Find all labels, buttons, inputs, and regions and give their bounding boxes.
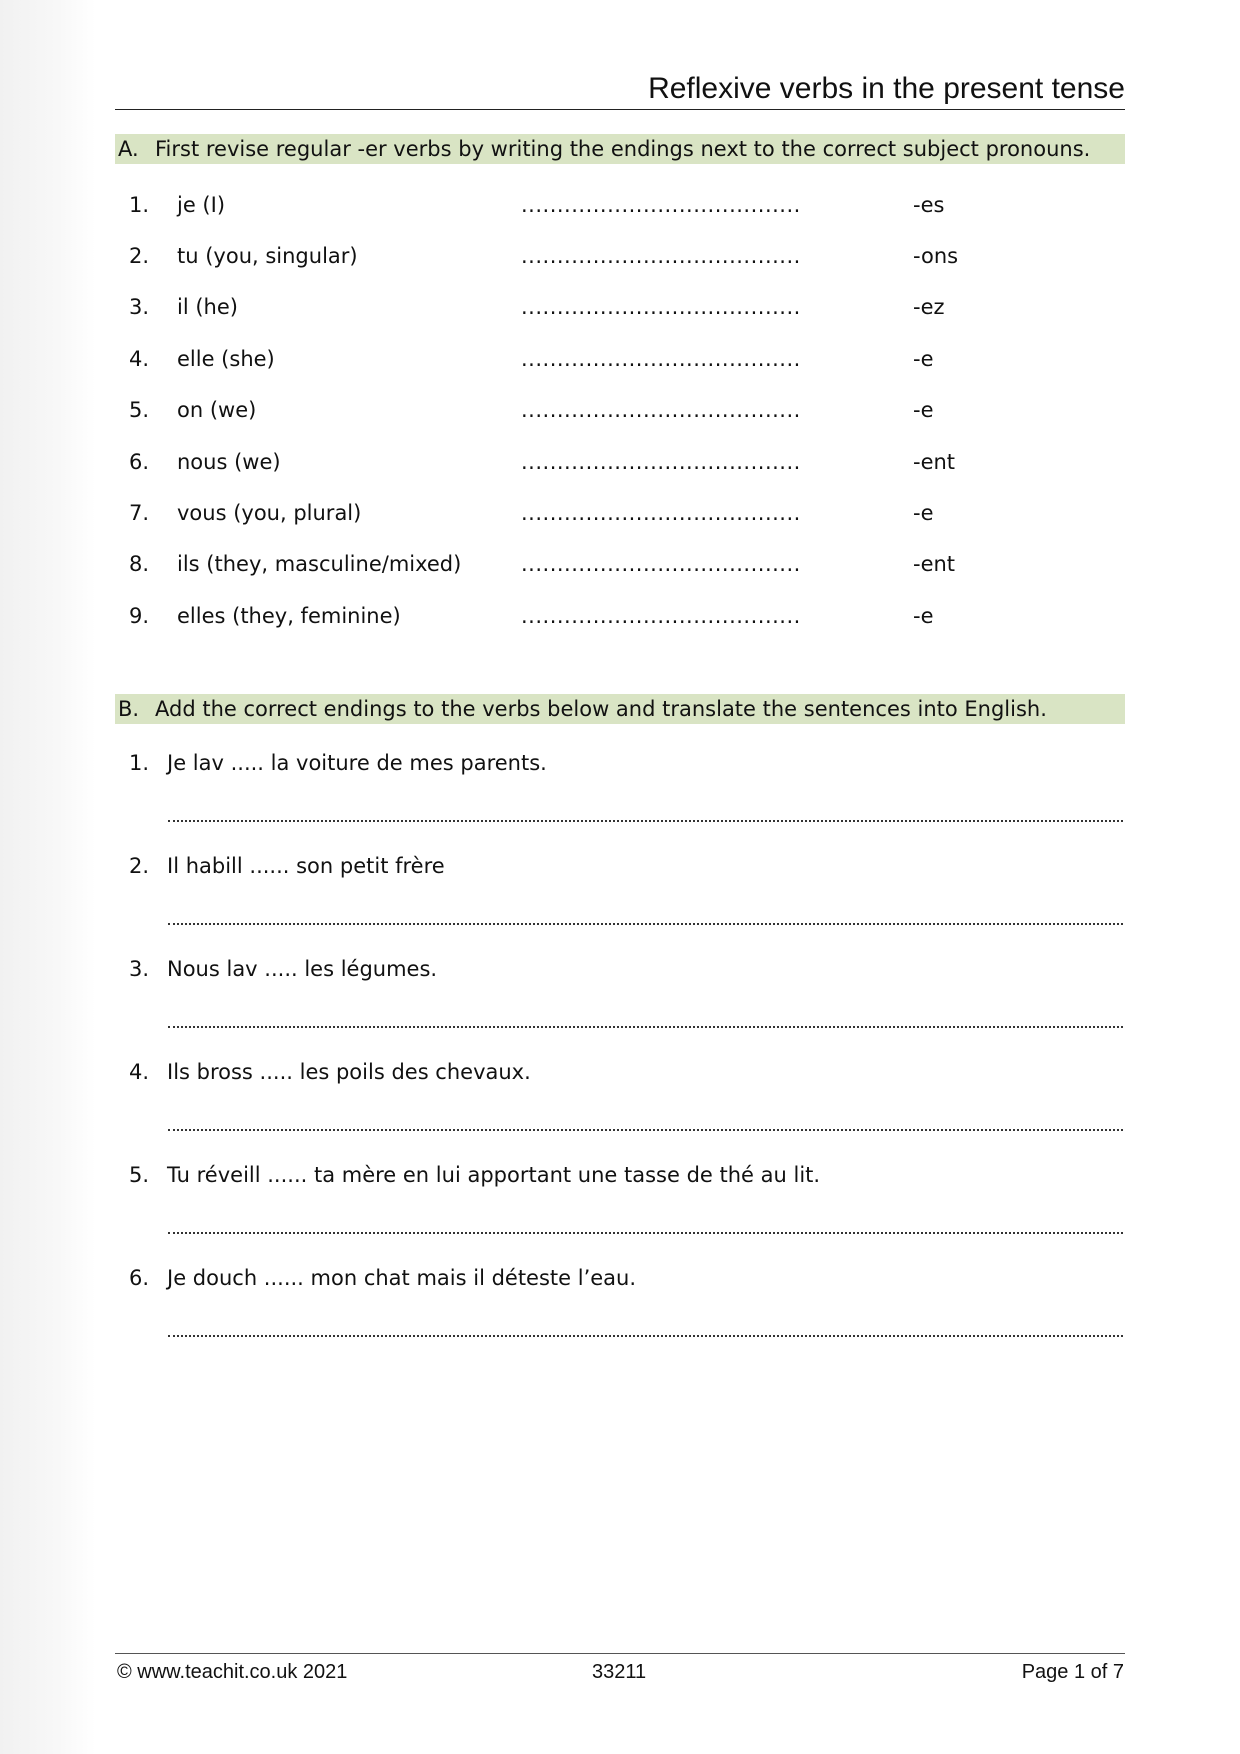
translation-answer-line[interactable] [168, 1232, 1123, 1234]
pronoun-row [0, 292, 1240, 322]
verb-ending: -ons [913, 244, 959, 268]
answer-blank[interactable]: ....................................... [521, 244, 801, 268]
item-number: 1. [129, 193, 150, 217]
item-number: 8. [129, 552, 150, 576]
sentence-row [0, 1160, 1240, 1190]
item-number: 5. [129, 398, 150, 422]
answer-blank[interactable]: ....................................... [521, 193, 801, 217]
section-a-letter: A. [118, 137, 139, 161]
subject-pronoun: ils (they, masculine/mixed) [177, 552, 462, 576]
translation-answer-line[interactable] [168, 1129, 1123, 1131]
verb-ending: -e [913, 347, 934, 371]
answer-blank[interactable]: ....................................... [521, 552, 801, 576]
item-number: 7. [129, 501, 150, 525]
answer-blank[interactable]: ....................................... [521, 604, 801, 628]
answer-blank[interactable]: ....................................... [521, 501, 801, 525]
french-sentence: Ils bross ..... les poils des chevaux. [167, 1060, 531, 1084]
answer-blank[interactable]: ....................................... [521, 450, 801, 474]
answer-blank[interactable]: ....................................... [521, 295, 801, 319]
item-number: 4. [129, 1060, 150, 1084]
pronoun-row [0, 601, 1240, 631]
item-number: 5. [129, 1163, 150, 1187]
subject-pronoun: elles (they, feminine) [177, 604, 401, 628]
item-number: 6. [129, 1266, 150, 1290]
footer-copyright: © www.teachit.co.uk 2021 [117, 1661, 348, 1683]
verb-ending: -ent [913, 450, 956, 474]
section-a-heading [115, 134, 1125, 164]
subject-pronoun: tu (you, singular) [177, 244, 358, 268]
verb-ending: -ent [913, 552, 956, 576]
item-number: 6. [129, 450, 150, 474]
subject-pronoun: je (I) [177, 193, 226, 217]
pronoun-row [0, 447, 1240, 477]
sentence-row [0, 954, 1240, 984]
header-divider [115, 109, 1125, 110]
pronoun-row [0, 549, 1240, 579]
answer-blank[interactable]: ....................................... [521, 347, 801, 371]
sentence-row [0, 851, 1240, 881]
footer-page-number: Page 1 of 7 [1021, 1661, 1124, 1683]
footer-resource-code: 33211 [592, 1661, 647, 1683]
item-number: 4. [129, 347, 150, 371]
verb-ending: -e [913, 501, 934, 525]
translation-answer-line[interactable] [168, 1335, 1123, 1337]
french-sentence: Je lav ..... la voiture de mes parents. [167, 751, 547, 775]
sentence-row [0, 748, 1240, 778]
french-sentence: Nous lav ..... les légumes. [167, 957, 438, 981]
item-number: 3. [129, 295, 150, 319]
section-a-instruction: First revise regular -er verbs by writing the endings next to the correct subject pronouns. [155, 137, 1091, 161]
verb-ending: -es [913, 193, 945, 217]
translation-answer-line[interactable] [168, 923, 1123, 925]
verb-ending: -ez [913, 295, 945, 319]
item-number: 1. [129, 751, 150, 775]
section-b-letter: B. [118, 697, 140, 721]
item-number: 3. [129, 957, 150, 981]
translation-answer-line[interactable] [168, 1026, 1123, 1028]
pronoun-row [0, 190, 1240, 220]
page-title: Reflexive verbs in the present tense [648, 72, 1125, 105]
subject-pronoun: elle (she) [177, 347, 275, 371]
answer-blank[interactable]: ....................................... [521, 398, 801, 422]
subject-pronoun: il (he) [177, 295, 238, 319]
subject-pronoun: vous (you, plural) [177, 501, 362, 525]
sentence-row [0, 1263, 1240, 1293]
sentence-row [0, 1057, 1240, 1087]
item-number: 9. [129, 604, 150, 628]
section-b-heading [115, 694, 1125, 724]
footer-divider [115, 1653, 1125, 1654]
pronoun-row [0, 498, 1240, 528]
section-b-instruction: Add the correct endings to the verbs below and translate the sentences into English. [155, 697, 1047, 721]
pronoun-row [0, 344, 1240, 374]
translation-answer-line[interactable] [168, 820, 1123, 822]
pronoun-row [0, 241, 1240, 271]
verb-ending: -e [913, 604, 934, 628]
item-number: 2. [129, 854, 150, 878]
french-sentence: Tu réveill ...... ta mère en lui apportant une tasse de thé au lit. [167, 1163, 821, 1187]
french-sentence: Je douch ...... mon chat mais il déteste l’eau. [167, 1266, 637, 1290]
french-sentence: Il habill ...... son petit frère [167, 854, 445, 878]
verb-ending: -e [913, 398, 934, 422]
subject-pronoun: on (we) [177, 398, 257, 422]
item-number: 2. [129, 244, 150, 268]
pronoun-row [0, 395, 1240, 425]
subject-pronoun: nous (we) [177, 450, 281, 474]
